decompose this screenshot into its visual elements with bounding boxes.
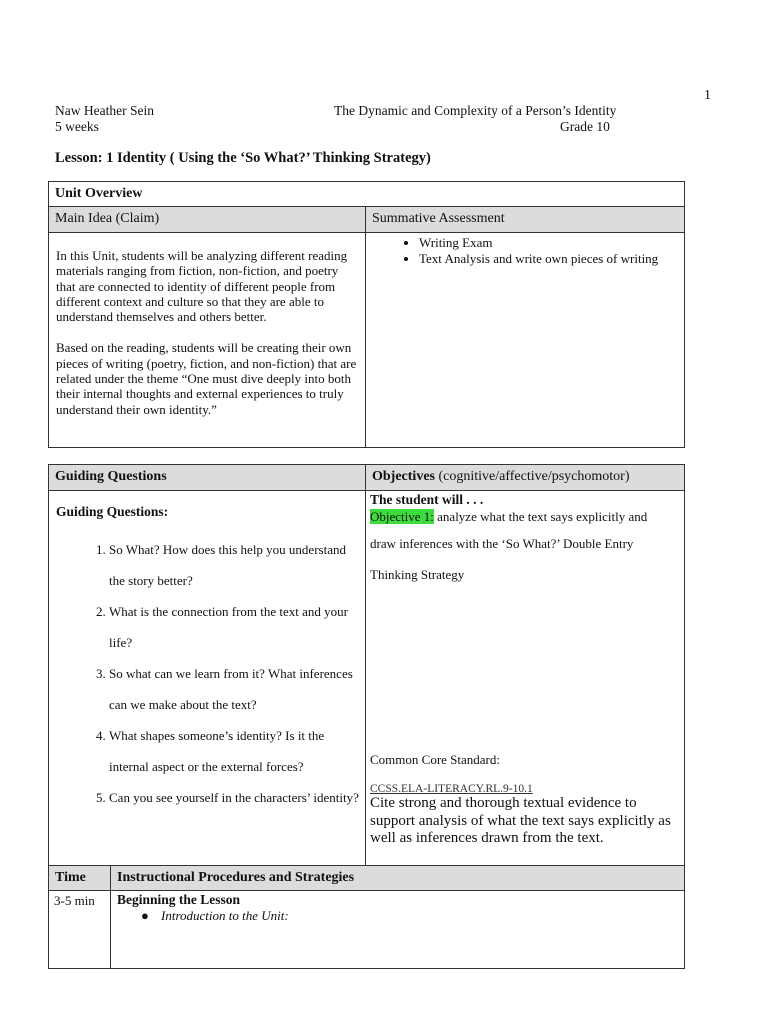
main-idea-paragraph-1: In this Unit, students will be analyzing different reading materials ranging from fiction, non-fiction, and poetry that are connected to identity of different people from different context and culture so that they are able to understand themselves and others better. — [56, 248, 348, 325]
objective-text-line-2: draw inferences with the ‘So What?’ Double Entry — [370, 536, 634, 551]
unit-overview-heading: Unit Overview — [55, 186, 143, 201]
student-will-label: The student will . . . — [370, 492, 484, 507]
assessment-item: • Text Analysis and write own pieces of writing — [419, 251, 684, 267]
common-core-label: Common Core Standard: — [370, 752, 500, 767]
guiding-questions-heading: Guiding Questions — [55, 469, 167, 484]
objective-text-line-1: analyze what the text says explicitly and — [433, 509, 648, 524]
time-value: 3-5 min — [54, 893, 95, 908]
common-core-standard-text: Cite strong and thorough textual evidence to support analysis of what the text says explicitly as well as inferences drawn from the text. — [370, 795, 671, 846]
procedure-item: Introduction to the Unit: — [161, 908, 289, 923]
beginning-lesson-heading: Beginning the Lesson — [117, 892, 241, 907]
page-number: 1 — [704, 88, 711, 103]
main-idea-heading: Main Idea (Claim) — [55, 211, 160, 226]
bullet-icon: ● — [141, 908, 149, 923]
guiding-question: 3. So what can we learn from it? What inferences can we make about the text? — [109, 658, 359, 720]
common-core-standard-link[interactable]: CCSS.ELA-LITERACY.RL.9-10.1 — [370, 783, 533, 795]
grade-level: Grade 10 — [560, 119, 610, 134]
guiding-question: 4. What shapes someone’s identity? Is it the internal aspect or the external forces? — [109, 720, 359, 782]
time-heading: Time — [55, 870, 86, 885]
procedures-heading: Instructional Procedures and Strategies — [117, 870, 355, 885]
unit-duration: 5 weeks — [55, 119, 99, 134]
objectives-heading: Objectives — [372, 469, 435, 484]
objectives-heading-note: (cognitive/affective/psychomotor) — [434, 469, 630, 484]
assessment-list — [366, 235, 684, 267]
unit-title: The Dynamic and Complexity of a Person’s Identity — [334, 103, 617, 118]
main-idea-paragraph-2: Based on the reading, students will be creating their own pieces of writing (poetry, fiction, and non-fiction) that are related under the theme “One must dive deeply into both their internal thoughts and external experiences to truly understand their own identity.” — [56, 340, 357, 417]
guiding-questions-list — [56, 534, 359, 813]
author-name: Naw Heather Sein — [55, 103, 154, 118]
guiding-question: 2. What is the connection from the text and your life? — [109, 596, 359, 658]
objective-text-line-3: Thinking Strategy — [370, 566, 465, 582]
unit-overview-table — [48, 181, 685, 448]
guiding-questions-subheading: Guiding Questions: — [56, 504, 169, 519]
lesson-plan-table — [48, 464, 685, 969]
guiding-question: 5. Can you see yourself in the characters’ identity? — [109, 782, 359, 813]
summative-assessment-heading: Summative Assessment — [372, 211, 505, 226]
guiding-question: 1. So What? How does this help you understand the story better? — [109, 534, 359, 596]
lesson-title: Lesson: 1 Identity ( Using the ‘So What?’ Thinking Strategy) — [55, 150, 431, 166]
objective-label: Objective 1: — [370, 509, 434, 524]
assessment-item: • Writing Exam — [419, 235, 684, 251]
